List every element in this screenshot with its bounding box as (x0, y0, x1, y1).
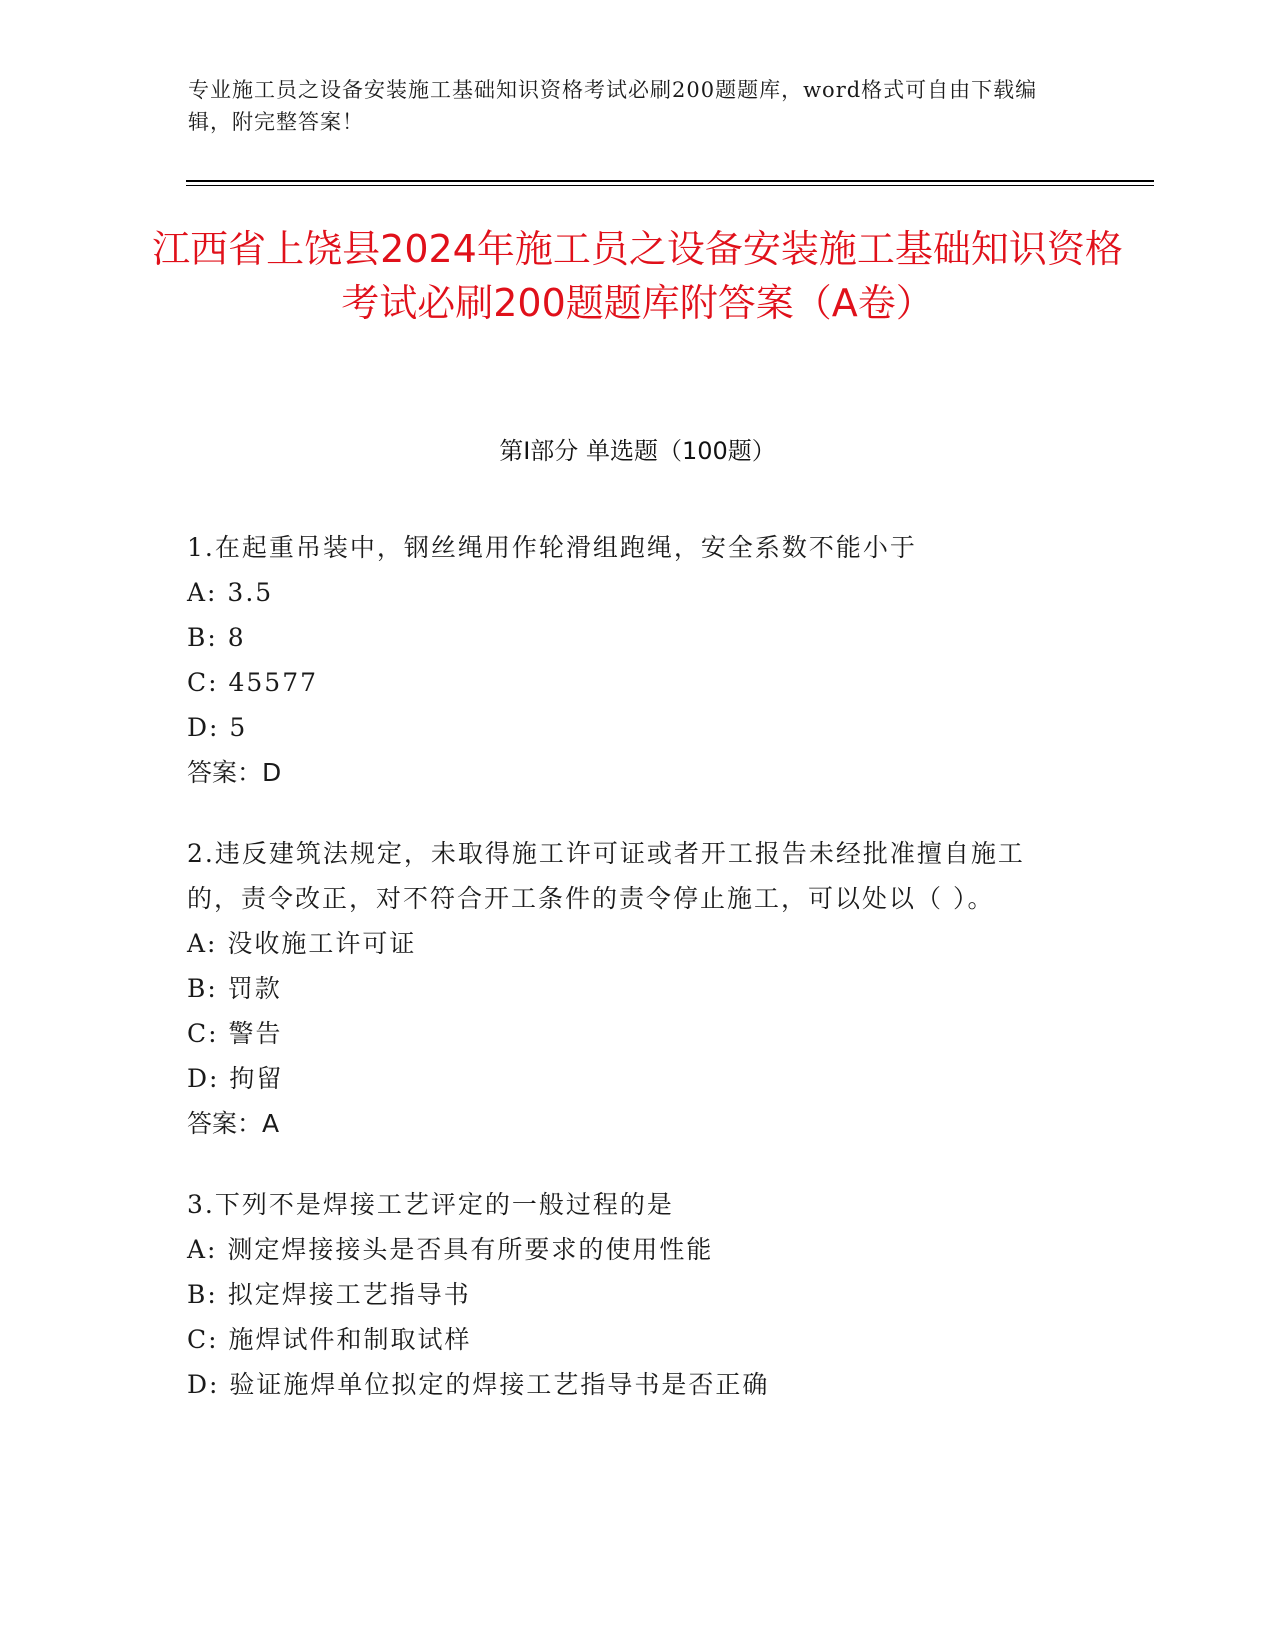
answer-line: 答案：D (187, 758, 282, 787)
option-d: D: 5 (187, 713, 248, 742)
header-divider-thick (186, 180, 1154, 182)
option-a: A: 测定焊接接头是否具有所要求的使用性能 (187, 1235, 714, 1264)
option-d: D: 验证施焊单位拟定的焊接工艺指导书是否正确 (187, 1370, 770, 1399)
option-c: C: 45577 (187, 668, 319, 697)
section-heading: 第Ⅰ部分 单选题（100题） (499, 437, 776, 465)
option-a: A: 3.5 (187, 578, 274, 607)
option-b: B: 拟定焊接工艺指导书 (187, 1280, 471, 1309)
question-list (187, 525, 1067, 1443)
question-1 (187, 525, 1067, 795)
header-note: 专业施工员之设备安装施工基础知识资格考试必刷200题题库，word格式可自由下载编辑，附完整答案！ (188, 78, 1038, 134)
option-a: A: 没收施工许可证 (187, 929, 417, 958)
document-title: 江西省上饶县2024年施工员之设备安装施工基础知识资格考试必刷200题题库附答案（A卷） (152, 227, 1123, 325)
option-b: B: 8 (187, 623, 246, 652)
option-d: D: 拘留 (187, 1064, 284, 1093)
question-3 (187, 1182, 1067, 1407)
answer-line: 答案：A (187, 1109, 280, 1138)
header-divider-thin (186, 185, 1154, 186)
question-stem: 2.违反建筑法规定，未取得施工许可证或者开工报告未经批准擅自施工的，责令改正，对不符合开工条件的责令停止施工，可以处以（ ）。 (187, 839, 1025, 913)
option-b: B: 罚款 (187, 974, 282, 1003)
question-stem: 3.下列不是焊接工艺评定的一般过程的是 (187, 1190, 674, 1219)
option-c: C: 警告 (187, 1019, 283, 1048)
question-2 (187, 831, 1067, 1146)
question-stem: 1.在起重吊装中，钢丝绳用作轮滑组跑绳，安全系数不能小于 (187, 533, 917, 562)
option-c: C: 施焊试件和制取试样 (187, 1325, 472, 1354)
